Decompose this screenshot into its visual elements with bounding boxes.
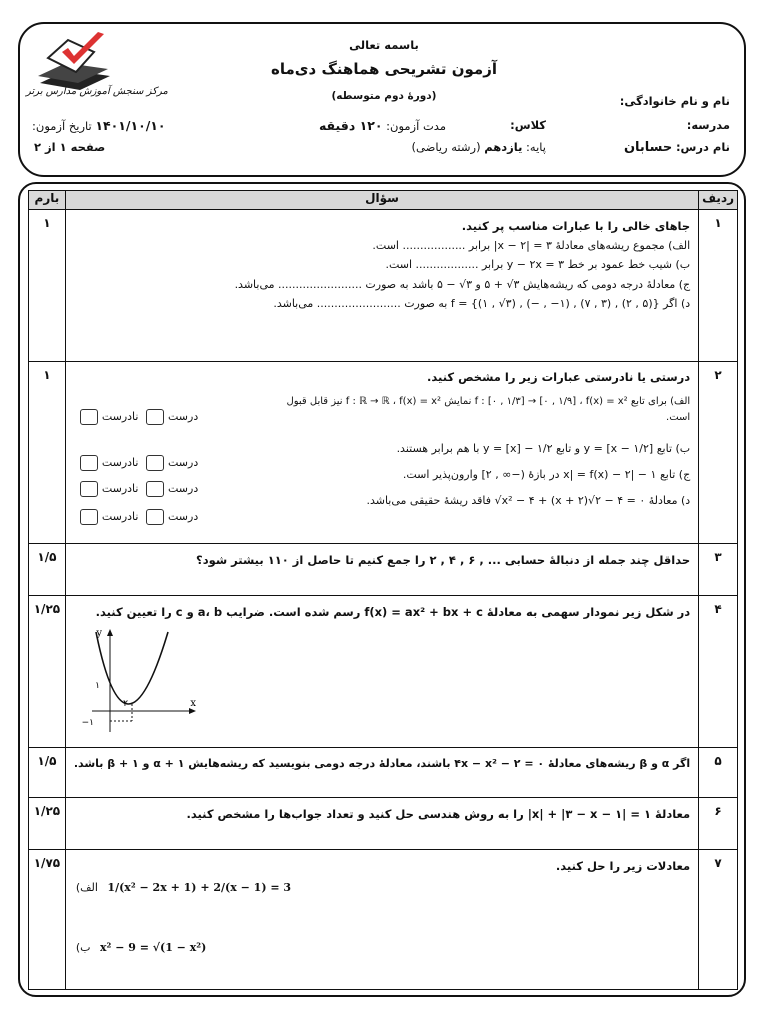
logo-caption: مرکز سنجش آموزش مدارس برتر	[26, 86, 168, 97]
question-number: ۵	[699, 748, 738, 798]
school-label: مدرسه:	[686, 118, 730, 132]
course-label: نام درس:	[675, 140, 730, 154]
true-false-d: درست نادرست	[80, 508, 202, 526]
question-score: ۱/۲۵	[29, 596, 66, 748]
question-number: ۲	[699, 362, 738, 544]
question-title: اگر α و β ریشه‌های معادلهٔ ۰ = ۲ − ۴x − x² باشند، معادلهٔ درجه دومی بنویسید که ریشه‌هایش ۱ + α و ۱ + β باشد.	[73, 757, 691, 770]
question-score: ۱	[29, 362, 66, 544]
false-checkbox[interactable]	[80, 455, 98, 471]
question-score: ۱/۷۵	[29, 850, 66, 990]
page-number: صفحه ۱ از ۲	[34, 140, 106, 154]
question-number: ۴	[699, 596, 738, 748]
date-value: ۱۴۰۱/۱۰/۱۰	[95, 118, 166, 133]
true-checkbox[interactable]	[146, 509, 164, 525]
true-checkbox[interactable]	[146, 481, 164, 497]
question-score: ۱/۵	[29, 544, 66, 596]
parabola-curve	[96, 632, 168, 704]
grade-label: پایه:	[526, 140, 546, 154]
question-part-b: ب) تابع [x − ۱/۲] = y و تابع y = [x] − ۱/۲ با هم برابر هستند.	[396, 442, 691, 456]
table-header-row	[29, 191, 738, 210]
exam-subtitle: (دورهٔ دوم متوسطه)	[331, 90, 437, 102]
table-row	[29, 362, 738, 544]
question-table-frame	[18, 182, 746, 997]
question-title: درستی یا نادرستی عبارات زیر را مشخص کنید.	[427, 370, 691, 384]
question-title: معادلات زیر را حل کنید.	[555, 859, 691, 873]
question-score: ۱/۲۵	[29, 798, 66, 850]
true-false-b: درست نادرست	[80, 454, 202, 472]
table-row	[29, 210, 738, 362]
tick-label: ۱−	[81, 718, 94, 728]
grade-value: یازدهم	[484, 140, 523, 154]
date-label: تاریخ آزمون:	[32, 119, 92, 133]
question-title: معادلهٔ ۱ = |۱ − x| + |۳ − x| را به روش هندسی حل کنید و تعداد جواب‌ها را مشخص کنید.	[186, 807, 691, 821]
tick-label: ۱	[94, 681, 100, 691]
table-row	[29, 850, 738, 990]
x-axis-label: x	[190, 698, 196, 709]
false-checkbox[interactable]	[80, 409, 98, 425]
parabola-graph	[72, 626, 202, 736]
table-row	[29, 748, 738, 798]
course-value: حسابان	[623, 140, 673, 155]
true-checkbox[interactable]	[146, 455, 164, 471]
equation-b	[76, 938, 206, 957]
class-label: کلاس:	[510, 118, 546, 132]
question-title: جاهای خالی را با عبارات مناسب پر کنید.	[461, 219, 691, 233]
exam-title: آزمون تشریحی هماهنگ دی‌ماه	[271, 60, 497, 78]
question-part-c: ج) تابع ۱ − |۲ − x| = f(x) در بازهٔ (−∞ , ۲] وارون‌پذیر است.	[402, 467, 691, 481]
exam-header	[18, 22, 746, 177]
col-question-header: سؤال	[65, 191, 698, 210]
col-score-header: بارم	[29, 191, 66, 210]
question-title: در شکل زیر نمودار سهمی به معادلهٔ f(x) = ax² + bx + c رسم شده است. ضرایب a، b و c را تعیین کنید.	[95, 605, 691, 619]
name-label: نام و نام خانوادگی:	[619, 94, 730, 108]
true-false-c: درست نادرست	[80, 480, 202, 498]
tick-label: ۲	[122, 699, 128, 709]
false-checkbox[interactable]	[80, 509, 98, 525]
duration-label: مدت آزمون:	[386, 119, 446, 133]
question-part-a: الف) مجموع ریشه‌های معادلهٔ ۳ = |۲ − x| برابر .................. است.	[372, 239, 691, 253]
table-row	[29, 544, 738, 596]
question-number: ۳	[699, 544, 738, 596]
question-part-a: الف) برای تابع f : [۰ , ۱/۳] → [۰ , ۱/۹] ، f(x) = x² نمایش f : ℝ → ℝ ، f(x) = x² نیز قابل قبول است.	[286, 396, 691, 424]
equation-a	[76, 878, 291, 897]
table-row	[29, 596, 738, 748]
question-part-b: ب) شیب خط عمود بر خط ۳ = y − ۲x برابر .................. است.	[385, 258, 691, 272]
equation-a-label: (الف	[75, 881, 98, 894]
question-part-d: د) اگر {(۵ , ۲) , (۳ , ۷) , (۱− , −) , (۳√ , ۱)} = f به صورت ........................ می‌باشد.	[273, 296, 691, 310]
duration-value: ۱۲۰ دقیقه	[318, 118, 383, 133]
false-checkbox[interactable]	[80, 481, 98, 497]
question-part-c: ج) معادلهٔ درجه دومی که ریشه‌هایش ۳√ + ۵ و ۳√ − ۵ باشد به صورت ........................ می‌باشد.	[234, 277, 691, 291]
question-score: ۱/۵	[29, 748, 66, 798]
bismillah: باسمه تعالی	[349, 38, 419, 52]
true-checkbox[interactable]	[146, 409, 164, 425]
question-table	[28, 190, 738, 990]
question-score: ۱	[29, 210, 66, 362]
equation-a-body: 1/(x² − 2x + 1) + 2/(x − 1) = 3	[107, 881, 292, 894]
question-number: ۱	[699, 210, 738, 362]
equation-b-label: (ب	[75, 941, 91, 954]
true-false-a: درست نادرست	[80, 408, 202, 426]
question-part-d: د) معادلهٔ ۰ = ۴ − ۲√(x + ۲) + x² − ۴√ فاقد ریشهٔ حقیقی می‌باشد.	[366, 493, 691, 507]
table-row	[29, 798, 738, 850]
col-row-header: ردیف	[699, 191, 738, 210]
question-number: ۷	[699, 850, 738, 990]
question-number: ۶	[699, 798, 738, 850]
question-title: حداقل چند جمله از دنبالهٔ حسابی ... , ۶ , ۴ , ۲ را جمع کنیم تا حاصل از ۱۱۰ بیشتر شود؟	[196, 553, 691, 567]
y-axis-arrow	[107, 629, 113, 636]
equation-b-body: x² − 9 = √(1 − x²)	[99, 941, 207, 954]
grade-note: (رشته ریاضی)	[411, 140, 481, 154]
y-axis-label: y	[96, 628, 102, 639]
